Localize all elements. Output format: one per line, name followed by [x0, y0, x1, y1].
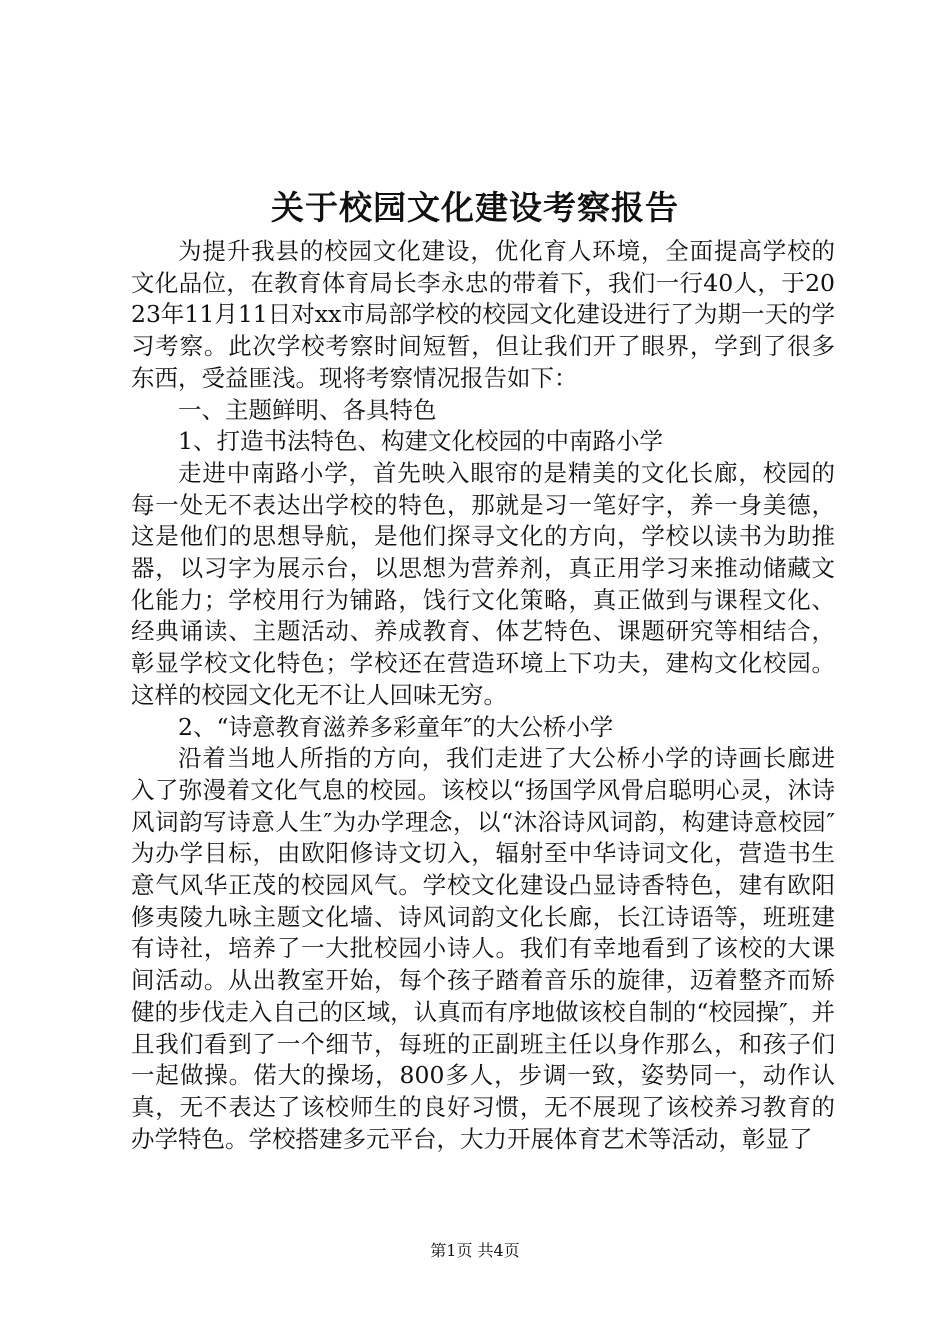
subsection-heading-2: 2、“诗意教育滋养多彩童年″的大公桥小学 [178, 712, 614, 741]
section-heading: 一、主题鲜明、各具特色 [178, 395, 437, 424]
intro-paragraph: 为提升我县的校园文化建设，优化育人环境，全面提高学校的文化品位，在教育体育局长李永忠的带着下，我们一行40人，于2023年11月11日对xx市局部学校的校园文化建设进行了为期一天的学习考察。此次学校考察时间短暂，但让我们开了眼界，学到了很多东西，受益匪浅。现将考察情况报告如下： [131, 237, 835, 392]
page-number-footer: 第1页 共4页 [430, 1241, 520, 1260]
document-body [131, 236, 835, 1155]
document-title: 关于校园文化建设考察报告 [271, 188, 679, 227]
body-paragraph-2: 沿着当地人所指的方向，我们走进了大公桥小学的诗画长廊进入了弥漫着文化气息的校园。该校以“扬国学风骨启聪明心灵，沐诗风词韵写诗意人生″为办学理念，以“沐浴诗风词韵，构建诗意校园″为办学目标，由欧阳修诗文切入，辐射至中华诗词文化，营造书生意气风华正茂的校园风气。学校文化建设凸显诗香特色，建有欧阳修夷陵九咏主题文化墙、诗风词韵文化长廊，长江诗语等，班班建有诗社，培养了一大批校园小诗人。我们有幸地看到了该校的大课间活动。从出教室开始，每个孩子踏着音乐的旋律，迈着整齐而矫健的步伐走入自己的区域，认真而有序地做该校自制的“校园操″，并且我们看到了一个细节，每班的正副班主任以身作那么，和孩子们一起做操。偌大的操场，800多人，步调一致，姿势同一，动作认真，无不表达了该校师生的良好习惯，无不展现了该校养习教育的办学特色。学校搭建多元平台，大力开展体育艺术等活动，彰显了 [131, 744, 835, 1153]
subsection-heading-1: 1、打造书法特色、构建文化校园的中南路小学 [178, 427, 663, 456]
body-paragraph-1: 走进中南路小学，首先映入眼帘的是精美的文化长廊，校园的每一处无不表达出学校的特色，那就是习一笔好字，养一身美德，这是他们的思想导航，是他们探寻文化的方向，学校以读书为助推器，以习字为展示台，以思想为营养剂，真正用学习来推动储藏文化能力；学校用行为铺路，饯行文化策略，真正做到与课程文化、经典诵读、主题活动、养成教育、体艺特色、课题研究等相结合，彰显学校文化特色；学校还在营造环境上下功夫，建构文化校园。这样的校园文化无不让人回味无穷。 [131, 458, 835, 709]
